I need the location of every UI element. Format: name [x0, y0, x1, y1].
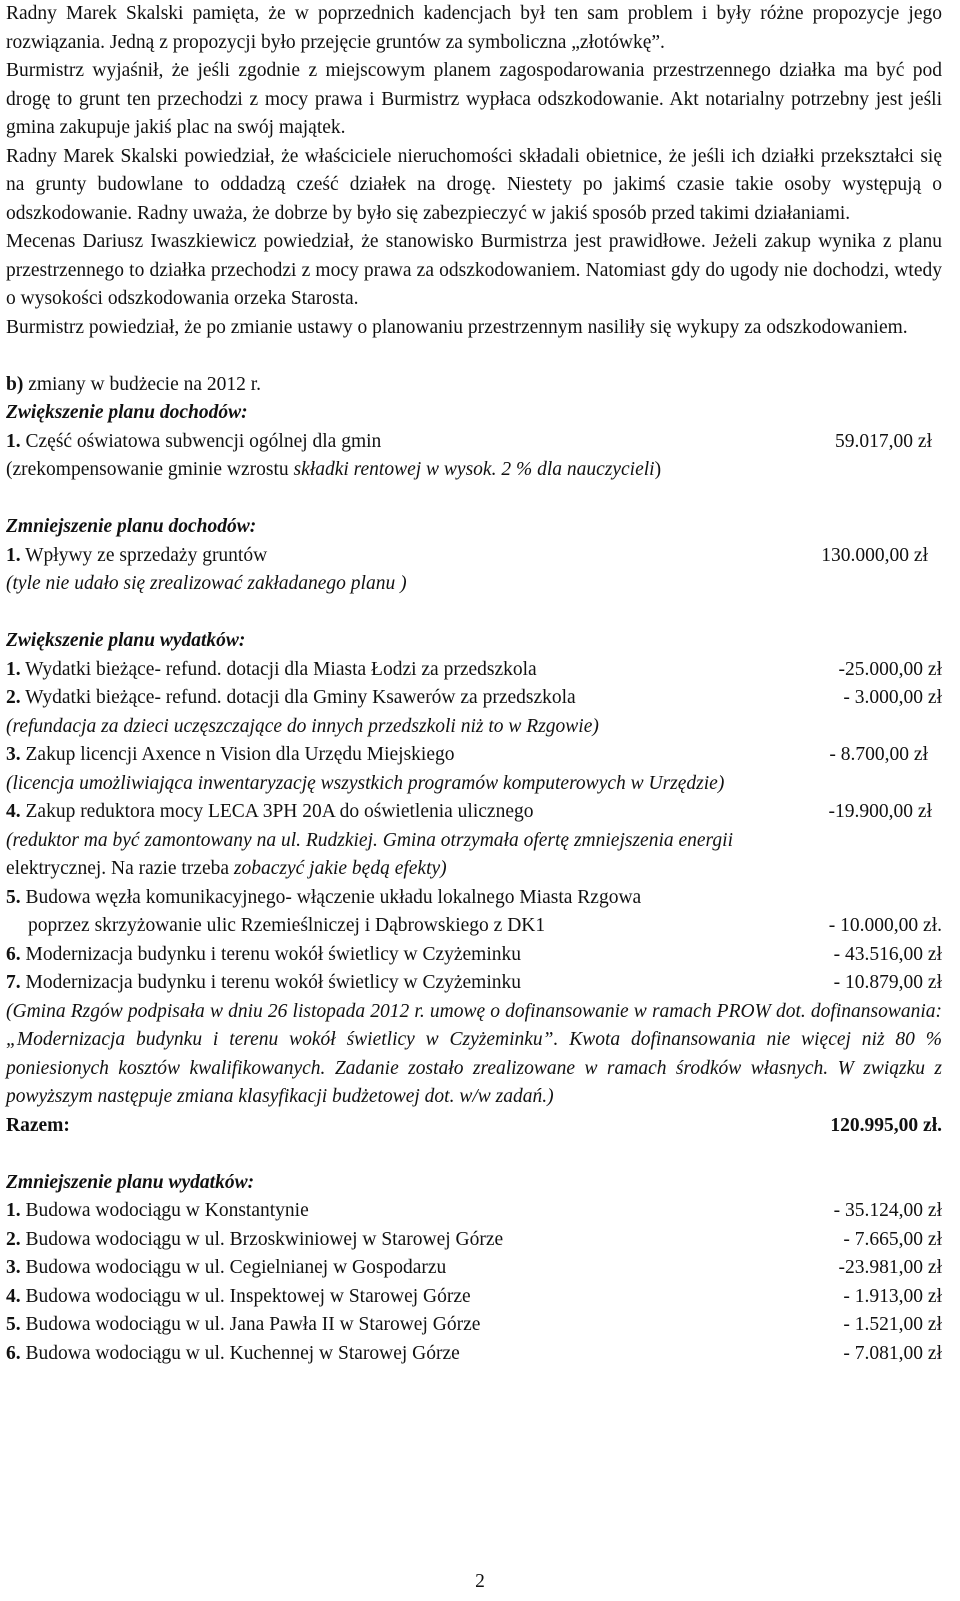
expense-item-label	[6, 1311, 843, 1340]
expense-increase-item	[6, 969, 942, 998]
expense-item-label	[6, 798, 829, 827]
item-number: 7.	[6, 972, 21, 993]
expense-increase-item	[6, 741, 942, 770]
income-increase-item	[6, 428, 942, 457]
expense-increase-item	[6, 684, 942, 713]
item-text: Zakup reduktora mocy LECA 3PH 20A do oświetlenia ulicznego	[20, 801, 534, 822]
income-increase-item-amount: 59.017,00 zł	[835, 430, 932, 452]
expense-item-label	[6, 1197, 834, 1226]
expense-item-label: poprzez skrzyżowanie ulic Rzemieślniczej i Dąbrowskiego z DK1	[28, 915, 546, 936]
spacer	[6, 599, 942, 628]
item-text: Budowa wodociągu w Konstantynie	[20, 1200, 309, 1221]
item-text: Budowa wodociągu w ul. Kuchennej w Starowej Górze	[20, 1342, 460, 1364]
income-increase-item-label	[6, 428, 835, 457]
item-number: 4.	[6, 801, 21, 822]
item-text: Budowa wodociągu w ul. Inspektowej w Starowej Górze	[20, 1285, 471, 1307]
income-decrease-item-amount: 130.000,00 zł	[821, 544, 928, 566]
expense-increase-heading: Zwiększenie planu wydatków:	[6, 630, 246, 651]
total-amount: 120.995,00 zł.	[830, 1114, 942, 1136]
spacer	[6, 1140, 942, 1169]
expense-item-label	[6, 1340, 843, 1369]
expense-item-amount: - 10.000,00 zł.	[828, 915, 942, 936]
item-text: Budowa wodociągu w ul. Cegielnianej w Gospodarzu	[20, 1257, 447, 1278]
item-text: Budowa węzła komunikacyjnego- włączenie układu lokalnego Miasta Rzgowa	[20, 886, 642, 908]
page-number: 2	[475, 1571, 485, 1592]
expense-item-amount: - 10.879,00 zł	[833, 972, 942, 993]
section-b-title	[6, 371, 942, 400]
income-decrease-note: (tyle nie udało się zrealizować zakładanego planu )	[6, 573, 407, 594]
item-number: 4.	[6, 1285, 21, 1307]
paragraph-skalski-2: Radny Marek Skalski powiedział, że właściciele nieruchomości składali obietnice, że jeśli ich działki przekształci się na grunty budowlane to oddadzą cześć działek na drogę. Niestety po jakimś czasie takie osoby występują o odszkodowanie. Radny uważa, że dobrze by było się zabezpieczyć w jakiś sposób przed takimi działaniami.	[6, 145, 942, 224]
note-part-a: (zrekompensowanie gminie wzrostu	[6, 459, 294, 480]
expense-note-2: (refundacja za dzieci uczęszczające do innych przedszkoli niż to w Rzgowie)	[6, 715, 599, 737]
note-part: elektrycznej. Na razie trzeba	[6, 858, 234, 879]
expense-decrease-item	[6, 1340, 942, 1369]
income-decrease-item	[6, 542, 942, 571]
spacer	[6, 485, 942, 514]
expense-decrease-item	[6, 1197, 942, 1226]
spacer	[6, 342, 942, 371]
expense-increase-item	[6, 884, 942, 913]
section-b-prefix: b)	[6, 373, 24, 395]
paragraph-burmistrz-1: Burmistrz wyjaśnił, że jeśli zgodnie z miejscowym planem zagospodarowania przestrzennego działka ma być pod drogę to grunt ten przechodzi z mocy prawa i Burmistrz wypłaca odszkodowanie. Akt notarialny potrzebny jest jeśli gmina zakupuje jakiś plac na swój majątek.	[6, 60, 942, 138]
note-part-c: )	[654, 459, 662, 480]
item-text: Budowa wodociągu w ul. Jana Pawła II w Starowej Górze	[20, 1314, 481, 1335]
expense-item-amount: - 8.700,00 zł	[829, 744, 928, 765]
note-part-italic: zobaczyć jakie będą efekty)	[233, 858, 447, 879]
paragraph-burmistrz-2: Burmistrz powiedział, że po zmianie ustawy o planowaniu przestrzennym nasiliły się wykupy za odszkodowaniem.	[6, 316, 908, 338]
expense-decrease-heading: Zmniejszenie planu wydatków:	[6, 1171, 255, 1193]
expense-item-amount: - 35.124,00 zł	[833, 1200, 942, 1221]
expense-note-4b	[6, 855, 942, 884]
income-decrease-heading: Zmniejszenie planu dochodów:	[6, 516, 257, 537]
item-text: Budowa wodociągu w ul. Brzoskwiniowej w Starowej Górze	[20, 1228, 504, 1250]
item-text: Zakup licencji Axence n Vision dla Urzędu Miejskiego	[20, 744, 455, 765]
paragraph-mecenas: Mecenas Dariusz Iwaszkiewicz powiedział, że stanowisko Burmistrza jest prawidłowe. Jeżeli zakup wynika z planu przestrzennego to działka przechodzi z mocy prawa za odszkodowaniem. Natomiast gdy do ugody nie dochodzi, wtedy o wysokości odszkodowania orzeka Starosta.	[6, 231, 942, 309]
expense-item-label	[6, 941, 834, 970]
item-text: Modernizacja budynku i terenu wokół świetlicy w Czyżeminku	[20, 943, 521, 965]
item-number: 3.	[6, 744, 21, 765]
expense-increase-item	[6, 656, 942, 685]
income-increase-note	[6, 456, 942, 485]
note-part-b: składki rentowej w wysok. 2 % dla nauczycieli	[293, 459, 655, 480]
expense-item-amount: - 1.913,00 zł	[843, 1285, 942, 1307]
item-number: 5.	[6, 886, 21, 908]
item-number: 1.	[6, 430, 21, 452]
item-text: Wpływy ze sprzedaży gruntów	[20, 544, 268, 566]
expense-item-label	[6, 969, 834, 998]
expense-increase-item-cont	[6, 912, 942, 941]
item-text: Wydatki bieżące- refund. dotacji dla Gminy Ksawerów za przedszkola	[20, 687, 576, 708]
expense-decrease-item	[6, 1283, 942, 1312]
item-number: 1.	[6, 1200, 21, 1221]
section-b-text: zmiany w budżecie na 2012 r.	[23, 373, 262, 395]
total-label: Razem:	[6, 1114, 70, 1136]
expense-item-label	[6, 1283, 843, 1312]
expense-item-label	[6, 656, 839, 685]
item-text: Modernizacja budynku i terenu wokół świetlicy w Czyżeminku	[20, 972, 521, 993]
item-number: 1.	[6, 658, 21, 680]
item-number: 1.	[6, 544, 21, 566]
expense-decrease-item	[6, 1254, 942, 1283]
item-text: Część oświatowa subwencji ogólnej dla gmin	[20, 430, 382, 452]
item-text: Wydatki bieżące- refund. dotacji dla Miasta Łodzi za przedszkola	[20, 658, 537, 680]
expense-increase-total	[6, 1112, 942, 1141]
expense-increase-item	[6, 798, 942, 827]
item-number: 5.	[6, 1314, 21, 1335]
item-number: 2.	[6, 1228, 21, 1250]
expense-item-label	[6, 1254, 839, 1283]
expense-item-amount: - 3.000,00 zł	[838, 687, 942, 708]
expense-item-label	[6, 741, 829, 770]
expense-note-3: (licencja umożliwiająca inwentaryzację wszystkich programów komputerowych w Urzędzie)	[6, 772, 725, 794]
item-number: 6.	[6, 943, 21, 965]
expense-decrease-item	[6, 1311, 942, 1340]
expense-item-amount: - 43.516,00 zł	[833, 943, 942, 965]
item-number: 3.	[6, 1257, 21, 1278]
income-decrease-item-label	[6, 542, 821, 571]
expense-item-amount: -23.981,00 zł	[838, 1257, 942, 1278]
expense-decrease-item	[6, 1226, 942, 1255]
expense-item-amount: -19.900,00 zł	[828, 801, 932, 822]
income-increase-heading: Zwiększenie planu dochodów:	[6, 402, 248, 423]
expense-item-amount: - 7.081,00 zł	[843, 1342, 942, 1364]
item-number: 2.	[6, 687, 21, 708]
expense-item-amount: - 7.665,00 zł	[843, 1228, 942, 1250]
expense-item-label	[6, 1226, 843, 1255]
expense-item-amount: - 1.521,00 zł	[843, 1314, 942, 1335]
expense-note-7: (Gmina Rzgów podpisała w dniu 26 listopada 2012 r. umowę o dofinansowanie w ramach PROW dot. dofinansowania: „Modernizacja budynku i terenu wokół świetlicy w Czyżeminku”. Kwota dofinansowania nie więcej niż 80 % poniesionych kosztów kwalifikowanych. Zadanie zostało zrealizowane w ramach środków własnych. W związku z powyższym następuje zmiana klasyfikacji budżetowej dot. w/w zadań.)	[6, 1000, 942, 1107]
item-number: 6.	[6, 1342, 21, 1364]
expense-note-4a: (reduktor ma być zamontowany na ul. Rudzkiej. Gmina otrzymała ofertę zmniejszenia energii	[6, 829, 733, 851]
expense-item-label	[6, 684, 839, 713]
expense-increase-item	[6, 941, 942, 970]
paragraph-skalski-1: Radny Marek Skalski pamięta, że w poprzednich kadencjach był ten sam problem i były różne propozycje jego rozwiązania. Jedną z propozycji było przejęcie gruntów za symboliczna „złotówkę”.	[6, 3, 942, 53]
expense-item-amount: -25.000,00 zł	[838, 658, 942, 680]
